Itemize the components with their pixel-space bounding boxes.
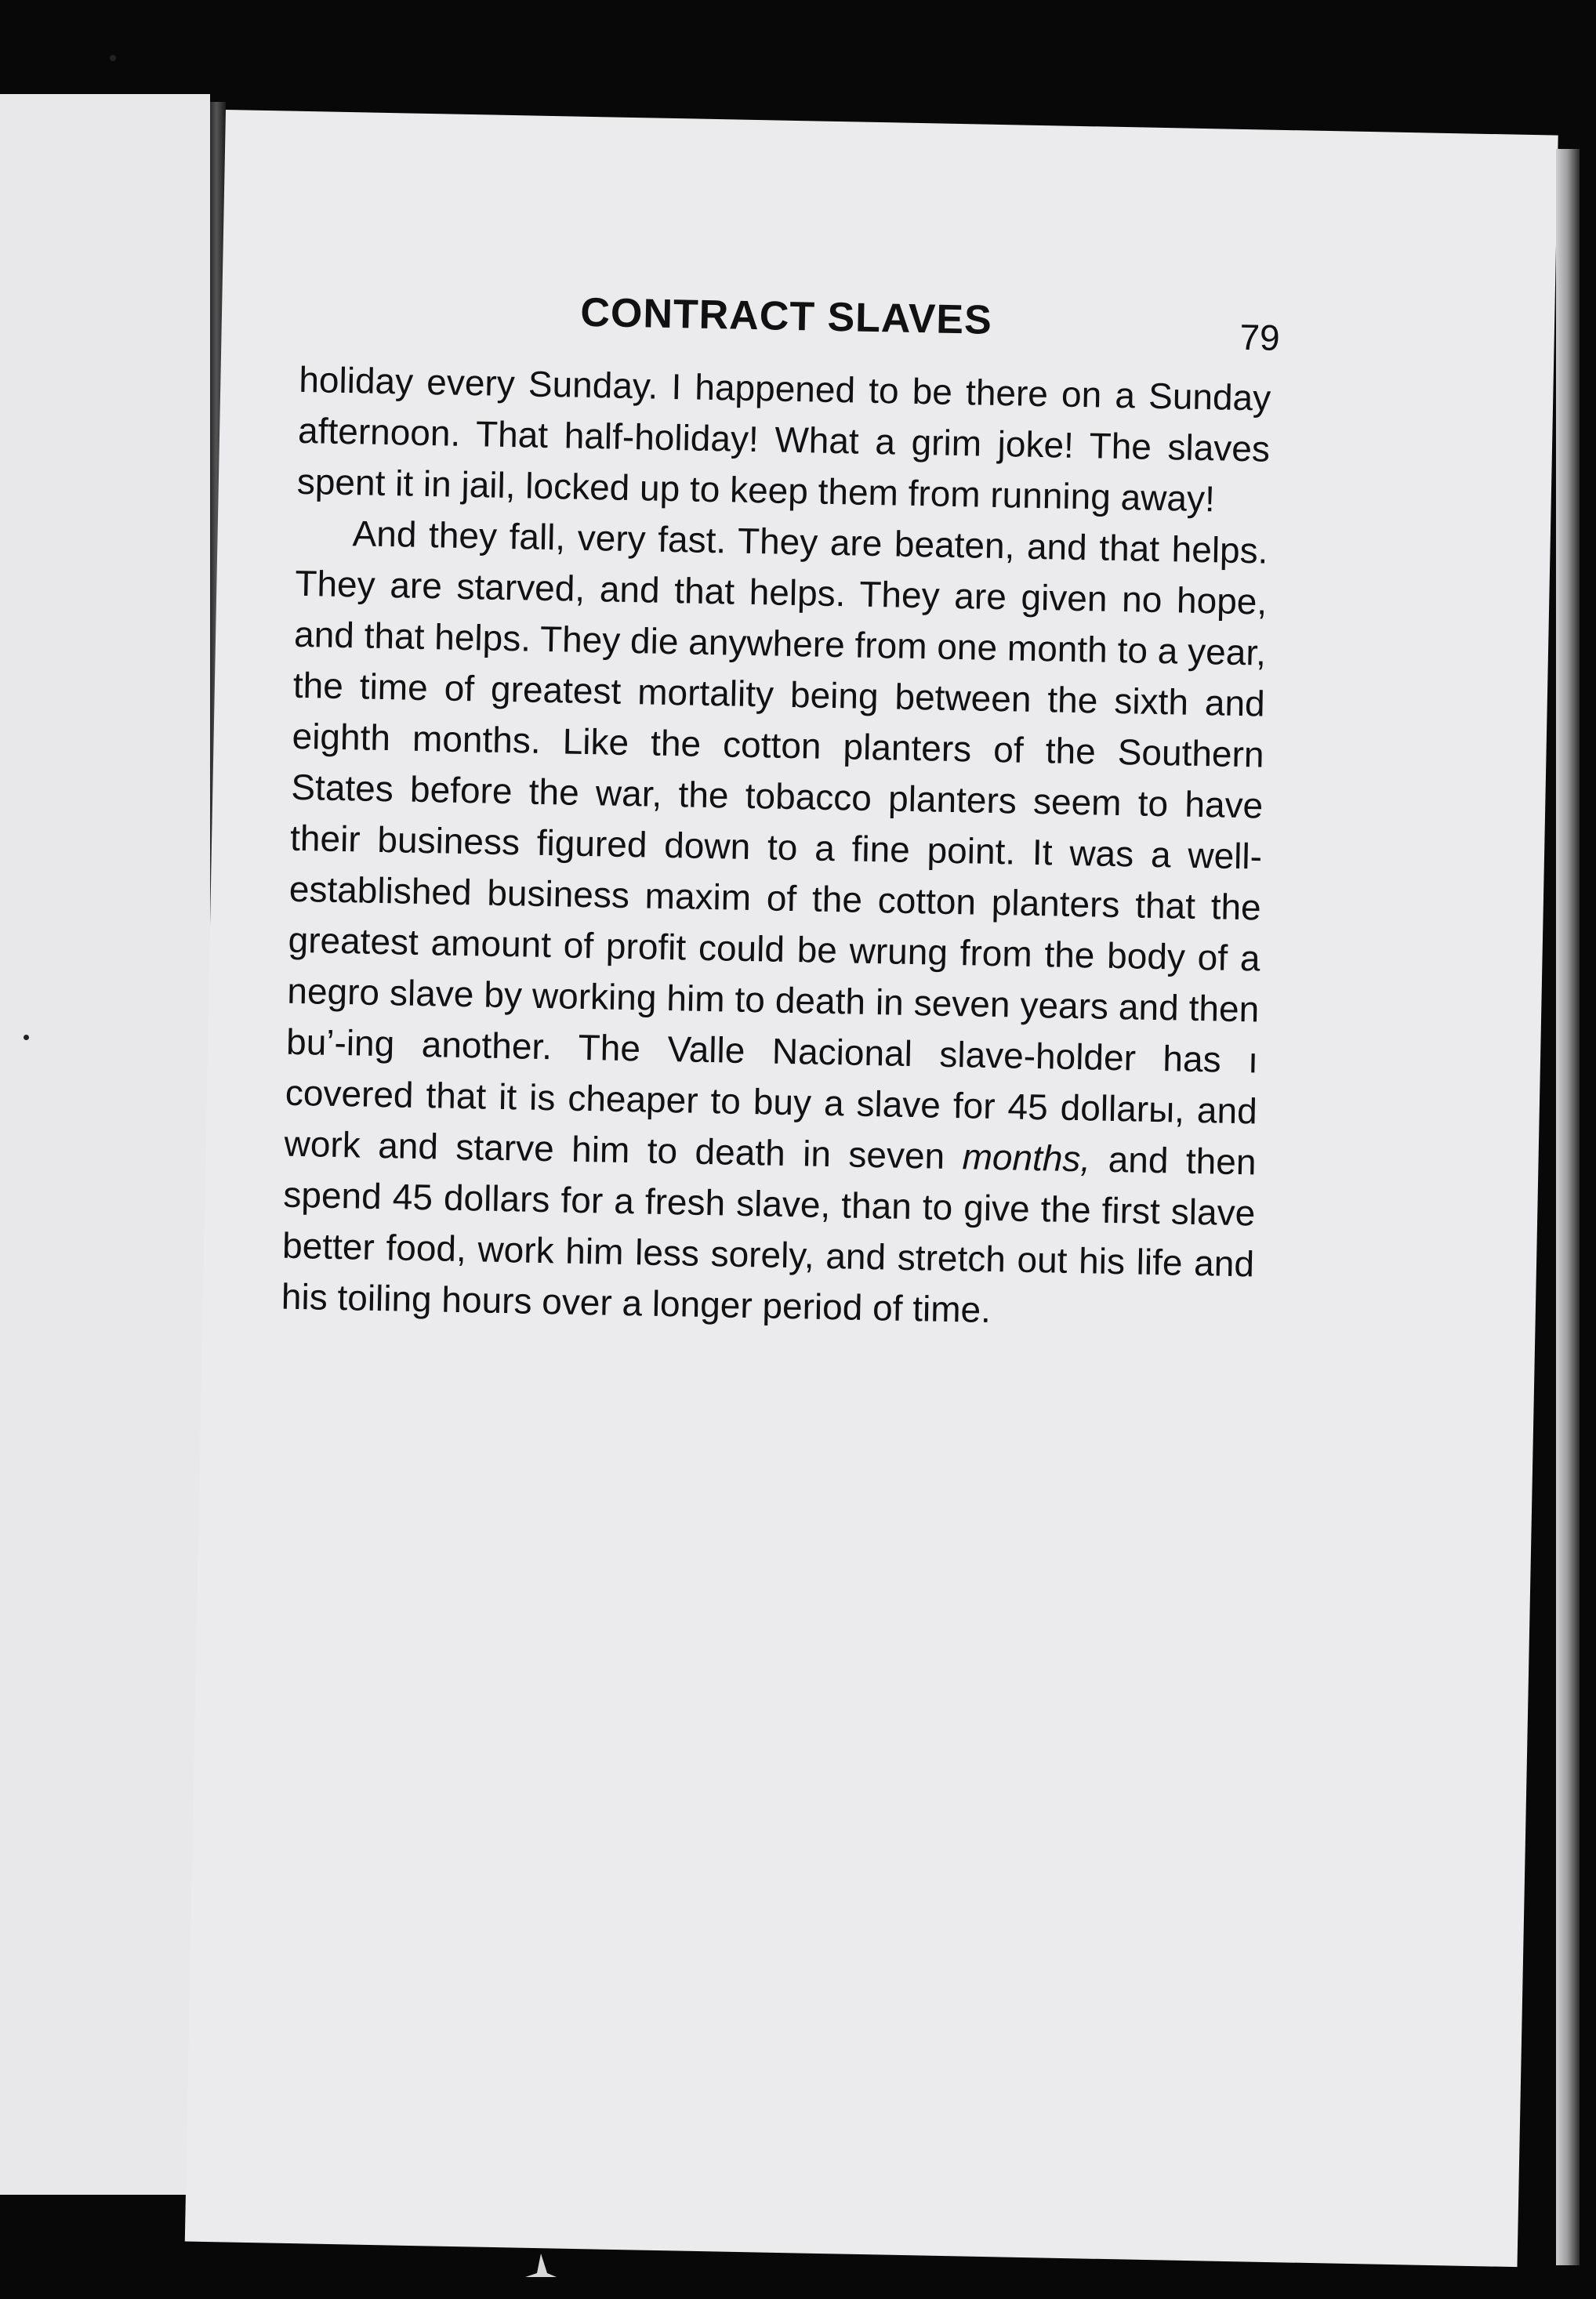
italic-emphasis: months, — [962, 1136, 1091, 1180]
page-content — [281, 284, 1281, 1341]
book-page — [185, 110, 1558, 2267]
paragraph-text: and then spend 45 dollars for a fresh slave, than to give the first slave better food, work him less sorely, and stretch out his life and his toiling hours over a longer period of time. — [281, 1138, 1257, 1331]
paragraph: holiday every Sunday. I happened to be there on a Sunday afternoon. That half-holiday! What a grim joke! The slaves spent it in jail, locked up to keep them from running away! — [296, 358, 1271, 520]
paragraph — [281, 507, 1268, 1341]
page-number: 79 — [1239, 316, 1281, 358]
paragraph-text: And they fall, very fast. They are beaten, and that helps. They are starved, and that helps. They are given no hope, and that helps. They die anywhere from one month to a year, the time of greatest mortality being between the sixth and eighth months. Like the cotton planters of the Southern States before the war, the tobacco planters seem to have their business figured down to a fine point. It was a well-established business maxim of the cotton planters that the greatest amount of profit could be wrung from the body of a negro slave by working him to death in seven years and then bu’-ing another. The Valle Nacional slave-holder has ı covered that it is cheaper to buy a slave for 45 dollarы, and work and starve him to death in seven — [284, 513, 1268, 1177]
scan-artifact — [517, 2250, 564, 2281]
running-title: CONTRACT SLAVES — [579, 289, 993, 343]
page-edge — [1556, 149, 1580, 2265]
facing-page — [0, 94, 210, 2195]
scan-speck — [24, 1035, 29, 1040]
body-text — [281, 354, 1271, 1341]
scan-speck — [110, 55, 116, 61]
